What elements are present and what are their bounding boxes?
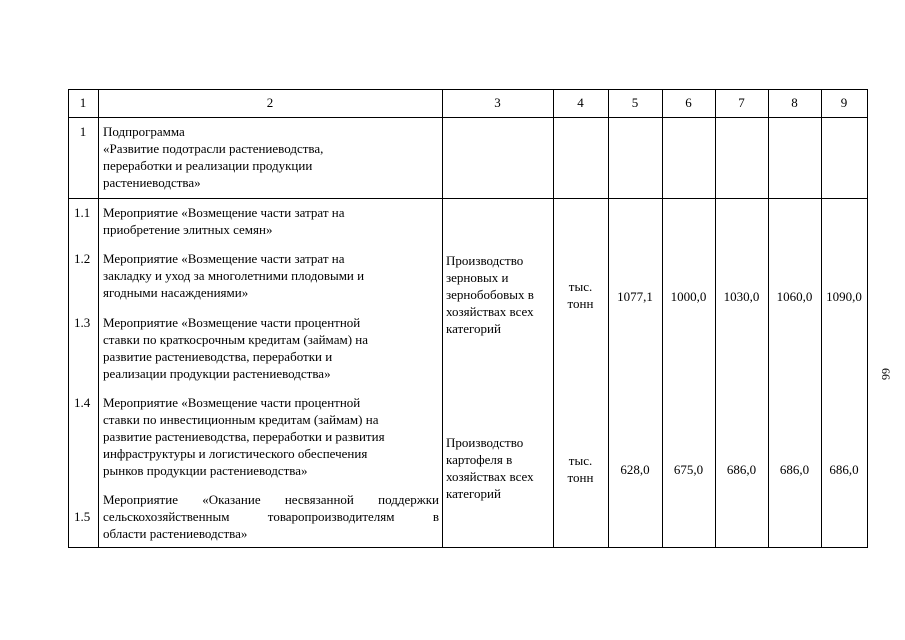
table-col-line — [68, 89, 69, 548]
header-cell: 4 — [577, 95, 584, 110]
header-cell: 2 — [266, 95, 274, 110]
event-text-line: ставки по краткосрочным кредитам (займам) на — [103, 332, 369, 347]
event-number: 1.4 — [74, 395, 91, 410]
event-text-line: области растениеводства» — [103, 526, 248, 541]
event-text-line: реализации продукции растениеводства» — [103, 366, 331, 381]
indicator-value: 686,0 — [726, 462, 757, 477]
event-text-line: Мероприятие «Оказание несвязанной поддержки — [103, 492, 439, 507]
indicator-value: 1060,0 — [776, 289, 813, 304]
indicator-value: 1030,0 — [723, 289, 760, 304]
event-text-line: закладку и уход за многолетними плодовыми и — [103, 268, 365, 283]
table-border-bottom — [68, 547, 868, 548]
event-number: 1.1 — [74, 205, 91, 220]
indicator-value: 686,0 — [829, 462, 859, 477]
table-col-line — [662, 89, 663, 548]
indicator-value: 675,0 — [673, 462, 704, 477]
event-text-line: рынков продукции растениеводства» — [103, 463, 308, 478]
header-cell: 6 — [685, 95, 692, 110]
event-text-line: ставки по инвестиционным кредитам (займам) на — [103, 412, 379, 427]
table-col-line — [98, 89, 99, 548]
indicator-name-line: хозяйствах всех — [446, 469, 534, 484]
header-cell: 8 — [791, 95, 798, 110]
header-cell: 5 — [631, 95, 639, 110]
header-cell: 7 — [738, 95, 745, 110]
event-text-line: Мероприятие «Возмещение части процентной — [103, 395, 361, 410]
indicator-value: 686,0 — [779, 462, 810, 477]
table-col-line — [768, 89, 769, 548]
header-cell: 1 — [79, 95, 87, 110]
indicator-name-line: Производство — [446, 253, 524, 268]
event-text-line: приобретение элитных семян» — [103, 222, 273, 237]
event-text-line: развитие растениеводства, переработки и развития — [103, 429, 385, 444]
indicator-unit-line: тонн — [567, 296, 594, 311]
indicator-value: 1090,0 — [826, 289, 862, 304]
indicator-unit-line: тыс. — [568, 279, 593, 294]
header-cell: 3 — [494, 95, 501, 110]
event-text-line: инфраструктуры и логистического обеспечения — [103, 446, 368, 461]
indicator-value: 628,0 — [620, 462, 650, 477]
subprogram-text-line: переработки и реализации продукции — [103, 158, 313, 173]
table-col-line — [442, 89, 443, 548]
event-number: 1.3 — [74, 315, 91, 330]
event-number: 1.5 — [74, 509, 91, 524]
table-border-top — [68, 89, 868, 90]
indicator-name-line: хозяйствах всех — [446, 304, 534, 319]
table-header-divider — [68, 117, 868, 118]
event-number: 1.2 — [74, 251, 91, 266]
indicator-name-line: картофеля в — [446, 452, 513, 467]
indicator-name-line: зерновых и — [446, 270, 509, 285]
table-col-line — [821, 89, 822, 548]
event-text-line: Мероприятие «Возмещение части процентной — [103, 315, 361, 330]
event-text-line: Мероприятие «Возмещение части затрат на — [103, 251, 345, 266]
event-text-line: сельскохозяйственным товаропроизводителям в — [103, 509, 439, 524]
table-row-divider — [68, 198, 868, 199]
page-number: 66 — [879, 368, 893, 380]
table-col-line — [867, 89, 868, 548]
event-text-line: Мероприятие «Возмещение части затрат на — [103, 205, 345, 220]
indicator-unit-line: тонн — [567, 470, 594, 485]
indicator-unit-line: тыс. — [568, 453, 593, 468]
indicator-value: 1000,0 — [670, 289, 707, 304]
table-col-line — [715, 89, 716, 548]
table-col-line — [608, 89, 609, 548]
indicator-value: 1077,1 — [617, 289, 653, 304]
event-text-line: ягодными насаждениями» — [103, 285, 249, 300]
subprogram-text-line: Подпрограмма — [103, 124, 185, 139]
subprogram-text-line: «Развитие подотрасли растениеводства, — [103, 141, 324, 156]
header-cell: 9 — [840, 95, 848, 110]
subprogram-text-line: растениеводства» — [103, 175, 201, 190]
indicator-name-line: Производство — [446, 435, 524, 450]
event-text-line: развитие растениеводства, переработки и — [103, 349, 333, 364]
subprogram-number: 1 — [79, 124, 87, 139]
indicator-name-line: категорий — [446, 486, 501, 501]
indicator-name-line: категорий — [446, 321, 501, 336]
indicator-name-line: зернобобовых в — [446, 287, 534, 302]
